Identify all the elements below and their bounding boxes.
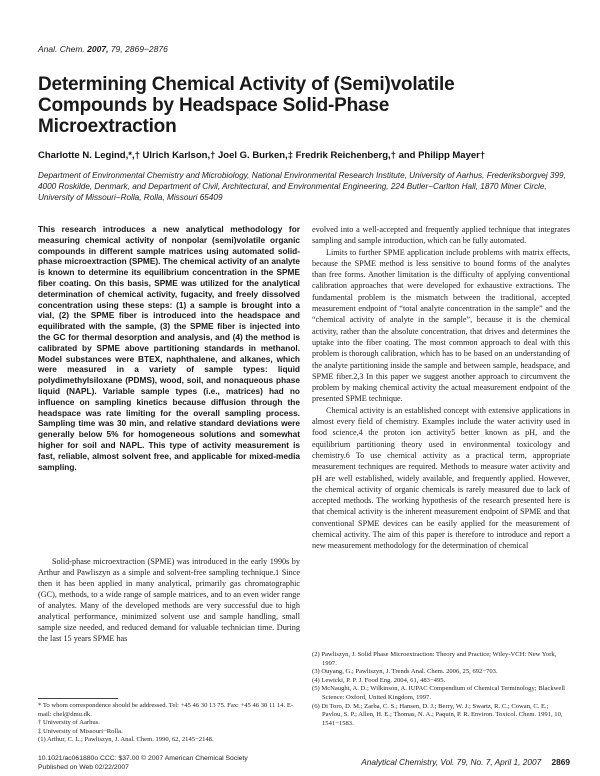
footnotes-left bbox=[38, 702, 300, 745]
reference-footnote: (1) Arthur, C. L.; Pawliszyn, J. Anal. Chem. 1990, 62, 2145−2148. bbox=[38, 736, 214, 744]
reference-footnote: (3) Ouyang, G.; Pawliszyn, J. Trends Anal. Chem. 2006, 25, 692−703. bbox=[312, 668, 498, 676]
reference-footnote: (5) McNaught, A. D.; Wilkinson, A. IUPAC Compendium of Chemical Terminology; Blackwell Science: Oxford, United Kingdom, 1997. bbox=[312, 685, 565, 701]
reference-footnote: (6) Di Toro, D. M.; Zarba, C. S.; Hansen, D. J.; Berry, W. J.; Swartz, R. C.; Cowan, C. E.; Pavlou, S. P.; Allen, H. E.; Thomas, N. A.; Paquin, P. R. Environ. Toxicol. Chem. 1991, 10, 1541−1583. bbox=[312, 702, 563, 727]
affiliation-footnote: † University of Aarhus. bbox=[38, 719, 100, 727]
correspondence-footnote: * To whom correspondence should be addressed. Tel: +45 46 30 13 75. Fax: +45 46 30 11 14. E-mail: chel@dmu.dk. bbox=[38, 702, 294, 718]
doi-line: 10.1021/ac061880o CCC: $37.00 © 2007 American Chemical Society bbox=[38, 755, 248, 762]
journal-volume: 79, bbox=[110, 44, 123, 54]
journal-year: 2007, bbox=[87, 44, 109, 54]
footnote-divider bbox=[38, 698, 118, 699]
journal-citation-header bbox=[38, 44, 168, 54]
page-number: 2869 bbox=[551, 757, 570, 767]
author-list: Charlotte N. Legind,*,† Ulrich Karlson,† Joel G. Burken,‡ Fredrik Reichenberg,† and Philipp Mayer† bbox=[38, 150, 486, 161]
introduction-right-column bbox=[312, 224, 570, 552]
reference-footnote: (2) Pawliszyn, J. Solid Phase Microextraction: Theory and Practice; Wiley-VCH: New York, 1997. bbox=[312, 651, 557, 667]
abstract: This research introduces a new analytical methodology for measuring chemical activity of nonpolar (semi)volatile organic compounds in different sample matrices using automated solid-phase microextraction (SPME). The chemical activity of an analyte is known to determine its equilibrium concentration in the SPME fiber coating. On this basis, SPME was utilized for the analytical determination of chemical activity, fugacity, and freely dissolved concentration using these steps: (1) a sample is brought into a vial, (2) the SPME fiber is introduced into the headspace and equilibrated with the sample, (3) the SPME fiber is injected into the GC for thermal desorption and analysis, and (4) the method is calibrated by SPME above partitioning standards in methanol. Model substances were BTEX, naphthalene, and alkanes, which were measured in a variety of sample types: liquid polydimethylsiloxane (PDMS), wood, soil, and nonaqueous phase liquid (NAPL). Variable sample types (i.e., matrices) had no influence on sampling kinetics because diffusion through the headspace was rate limiting for the overall sampling process. Sampling time was 30 min, and relative standard deviations were generally below 5% for homogeneous solutions and somewhat higher for soil and NAPL. This type of activity measurement is fast, reliable, almost solvent free, and applicable for mixed-media sampling. bbox=[38, 224, 300, 472]
body-paragraph: Chemical activity is an established concept with extensive applications in almost every field of chemistry. Examples include the water activity used in food science,4 the proton ion activity5 better known as pH, and the equilibrium partitioning theory used in environmental toxicology and chemistry.6 To use chemical activity as a practical term, appropriate measurement techniques are required. Methods to measure water activity and pH are well established, widely available, and frequently applied. However, the chemical activity of organic chemicals is rarely measured due to lack of accepted methods. The working hypothesis of the research presented here is that chemical activity is the inherent measurement endpoint of SPME and that conventional SPME devices can be easily applied for the measurement of chemical activity. The aim of this paper is therefore to introduce and report a new measurement methodology for the determination of chemical bbox=[312, 405, 570, 551]
footer-publication-info bbox=[38, 755, 248, 772]
article-title: Determining Chemical Activity of (Semi)volatile Compounds by Headspace Solid-Phase Microextraction bbox=[38, 74, 455, 137]
published-date: Published on Web 02/22/2007 bbox=[38, 763, 129, 771]
reference-footnote: (4) Lewicki, P. P. J. Food Eng. 2004, 61, 483−495. bbox=[312, 676, 446, 684]
journal-issue: Analytical Chemistry, Vol. 79, No. 7, April 1, 2007 bbox=[361, 757, 542, 767]
references-right bbox=[312, 651, 570, 728]
body-paragraph: evolved into a well-accepted and frequently applied technique that integrates sampling and sample introduction, which can be fully automated. bbox=[312, 225, 570, 246]
journal-name: Anal. Chem. bbox=[38, 44, 85, 54]
footer-journal-issue bbox=[361, 757, 570, 767]
introduction-left-column bbox=[38, 556, 300, 644]
author-affiliations: Department of Environmental Chemistry and Microbiology, National Environmental Research Institute, University of Aarhus, Frederiksborgvej 399, 4000 Roskilde, Denmark, and Department of Civil, Architectural, and Environmental Engineering, 224 Butler−Carlton Hall, 1870 Miner Circle, University of Missouri−Rolla, Rolla, Missouri 65409 bbox=[38, 171, 566, 202]
journal-pages: 2869−2876 bbox=[125, 44, 168, 54]
affiliation-footnote: ‡ University of Missouri−Rolla. bbox=[38, 727, 123, 735]
body-paragraph: Limits to further SPME application include problems with matrix effects, because the SPME method is less sensitive to bound forms of the analytes than free forms. Another limitation is the difficulty of applying conventional calibration approaches that were developed for exhaustive extractions. The fundamental problem is the mismatch between the traditional, accepted measurement endpoint of “total analyte concentration in the sample” and the “chemical activity of analyte in the sample”, because it is the chemical activity, rather than the absolute concentration, that drives and determines the uptake into the fiber coating. The most common approach to deal with this problem is thorough calibration, which has to be based on an understanding of the analyte partitioning inside the sample and between sample, headspace, and SPME fiber.2,3 In this paper we suggest another approach to circumvent the problem by making chemical activity the actual measurement endpoint of the presented SPME technique. bbox=[312, 247, 570, 404]
body-paragraph: Solid-phase microextraction (SPME) was introduced in the early 1990s by Arthur and Pawliszyn as a simple and solvent-free sampling technique.1 Since then it has been applied in many analytical, primarily gas chromatographic (GC), methods, to a wide range of sample matrices, and to an even wider range of analytes. Many of the developed methods are very successful due to high analytical performance, minimized solvent use and sample handling, small sample size needed, and reduced demand for valuable technician time. During the last 15 years SPME has bbox=[38, 557, 300, 643]
